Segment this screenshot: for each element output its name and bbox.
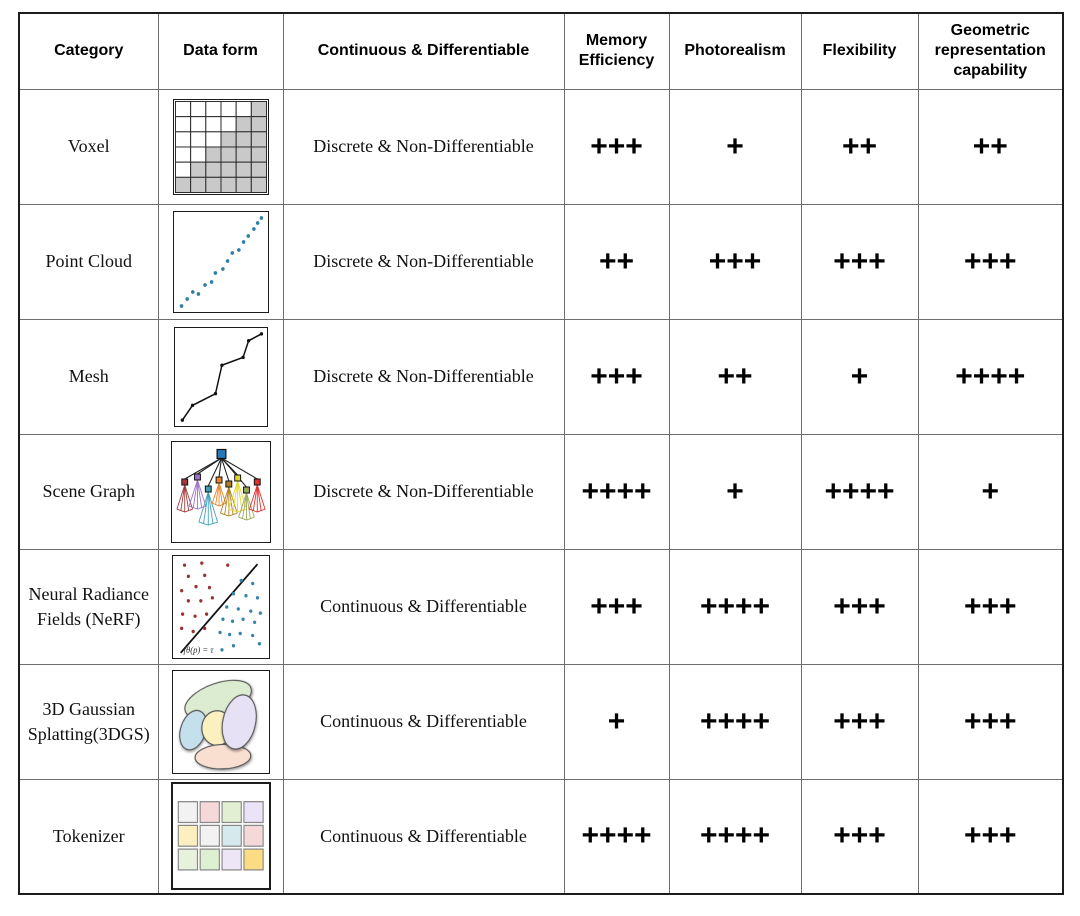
rating-memory: +++ [564, 89, 669, 204]
category-cell: Point Cloud [19, 204, 158, 319]
rating-flexibility: +++ [801, 664, 918, 779]
gaussian-splatting-icon [172, 670, 270, 774]
mesh-icon [174, 327, 268, 427]
header-data-form: Data form [158, 13, 283, 89]
rating-photorealism: ++++ [669, 779, 801, 894]
rating-photorealism: + [669, 434, 801, 549]
rating-photorealism: ++++ [669, 664, 801, 779]
dataform-cell [158, 434, 283, 549]
dataform-cell [158, 89, 283, 204]
header-category: Category [19, 13, 158, 89]
rating-memory: ++++ [564, 434, 669, 549]
header-row [19, 13, 1063, 89]
representation-comparison-table [18, 12, 1064, 895]
point-cloud-icon [173, 211, 269, 313]
rating-flexibility: ++++ [801, 434, 918, 549]
category-cell: Neural Radiance Fields (NeRF) [19, 549, 158, 664]
dataform-cell [158, 664, 283, 779]
rating-geometric: +++ [918, 204, 1063, 319]
dataform-cell [158, 204, 283, 319]
header-differentiable: Continuous & Differentiable [283, 13, 564, 89]
header-geometric-capability: Geometric representation capability [918, 13, 1063, 89]
rating-geometric: ++++ [918, 319, 1063, 434]
category-cell: Tokenizer [19, 779, 158, 894]
rating-photorealism: + [669, 89, 801, 204]
row-scene-graph [19, 434, 1063, 549]
differentiability-cell: Discrete & Non-Differentiable [283, 319, 564, 434]
rating-flexibility: ++ [801, 89, 918, 204]
differentiability-cell: Continuous & Differentiable [283, 779, 564, 894]
rating-flexibility: + [801, 319, 918, 434]
differentiability-cell: Discrete & Non-Differentiable [283, 89, 564, 204]
scene-graph-icon [171, 441, 271, 543]
category-cell: 3D Gaussian Splatting(3DGS) [19, 664, 158, 779]
rating-geometric: + [918, 434, 1063, 549]
rating-photorealism: ++++ [669, 549, 801, 664]
rating-flexibility: +++ [801, 549, 918, 664]
svg-text:fθ(p) = τ: fθ(p) = τ [183, 644, 214, 655]
category-cell: Mesh [19, 319, 158, 434]
differentiability-cell: Continuous & Differentiable [283, 664, 564, 779]
differentiability-cell: Discrete & Non-Differentiable [283, 434, 564, 549]
rating-flexibility: +++ [801, 779, 918, 894]
category-cell: Voxel [19, 89, 158, 204]
voxel-grid-icon [173, 99, 269, 195]
differentiability-cell: Continuous & Differentiable [283, 549, 564, 664]
rating-memory: +++ [564, 549, 669, 664]
rating-memory: ++ [564, 204, 669, 319]
comparison-table-wrap [18, 12, 1064, 895]
header-photorealism: Photorealism [669, 13, 801, 89]
row-point-cloud [19, 204, 1063, 319]
dataform-cell [158, 779, 283, 894]
rating-memory: +++ [564, 319, 669, 434]
rating-geometric: +++ [918, 779, 1063, 894]
header-memory-efficiency: Memory Efficiency [564, 13, 669, 89]
rating-geometric: +++ [918, 664, 1063, 779]
row-voxel [19, 89, 1063, 204]
rating-photorealism: +++ [669, 204, 801, 319]
rating-geometric: ++ [918, 89, 1063, 204]
rating-geometric: +++ [918, 549, 1063, 664]
rating-memory: + [564, 664, 669, 779]
row-mesh [19, 319, 1063, 434]
rating-photorealism: ++ [669, 319, 801, 434]
row-tokenizer [19, 779, 1063, 894]
dataform-cell [158, 549, 283, 664]
nerf-icon [172, 555, 270, 659]
tokenizer-grid-icon [171, 782, 271, 890]
row-nerf [19, 549, 1063, 664]
rating-flexibility: +++ [801, 204, 918, 319]
differentiability-cell: Discrete & Non-Differentiable [283, 204, 564, 319]
category-cell: Scene Graph [19, 434, 158, 549]
header-flexibility: Flexibility [801, 13, 918, 89]
dataform-cell [158, 319, 283, 434]
row-3dgs [19, 664, 1063, 779]
rating-memory: ++++ [564, 779, 669, 894]
